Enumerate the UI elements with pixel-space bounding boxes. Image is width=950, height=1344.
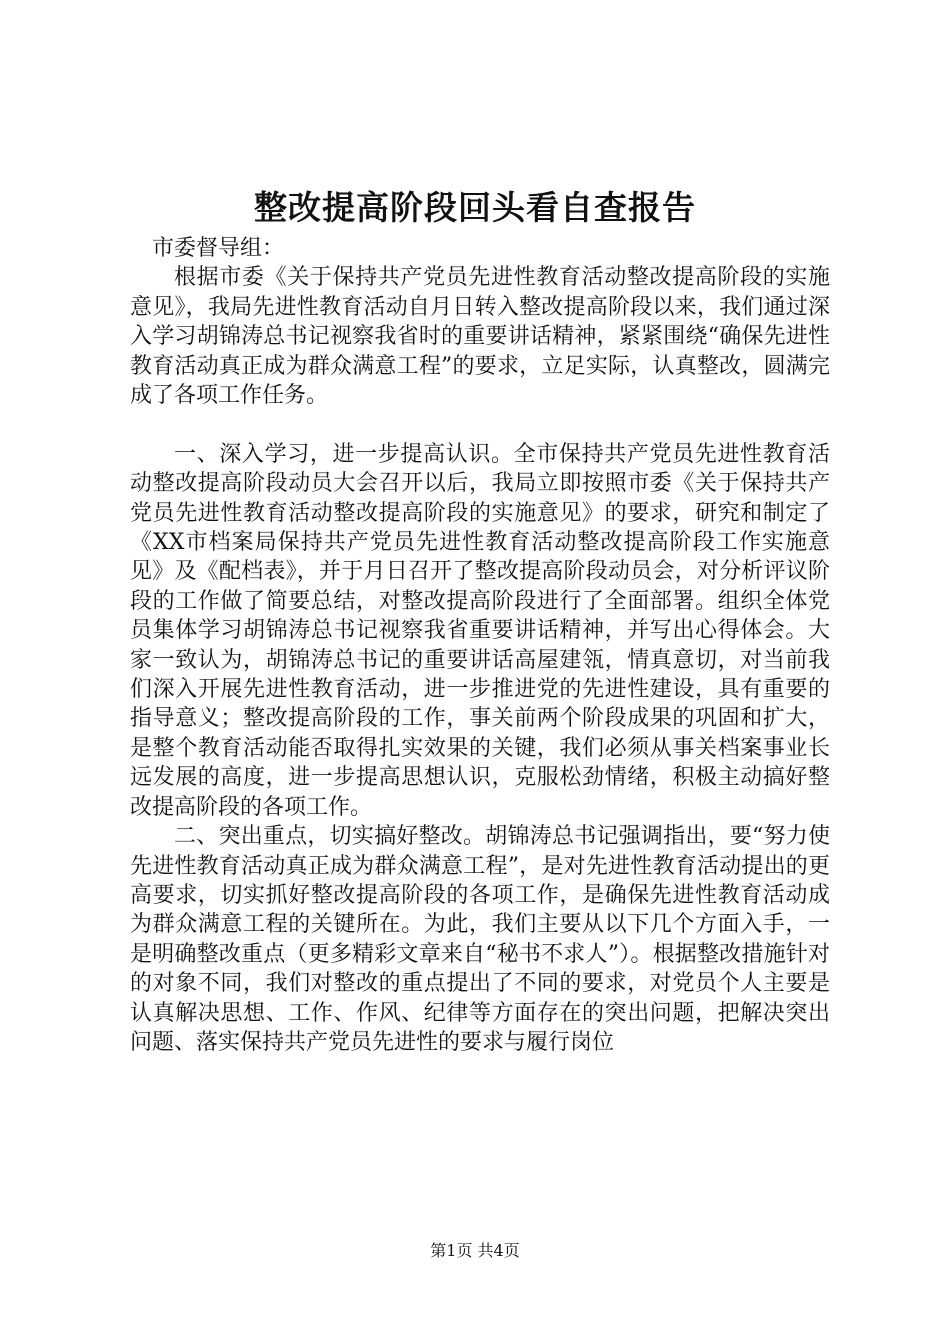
document-title: 整改提高阶段回头看自查报告 [254, 188, 696, 227]
paragraph-section-2: 二、突出重点，切实搞好整改。胡锦涛总书记强调指出，要“努力使先进性教育活动真正成为群众满意工程”，是对先进性教育活动提出的更高要求，切实抓好整改提高阶段的各项工作，是确保先进性教育活动成为群众满意工程的关键所在。为此，我们主要从以下几个方面入手，一是明确整改重点（更多精彩文章来自“秘书不求人”）。根据整改措施针对的对象不同，我们对整改的重点提出了不同的要求，对党员个人主要是认真解决思想、工作、作风、纪律等方面存在的突出问题，把解决突出问题、落实保持共产党员先进性的要求与履行岗位 [130, 824, 830, 1055]
page-number-footer: 第1页 共4页 [430, 1241, 520, 1260]
paragraph-section-1: 一、深入学习，进一步提高认识。全市保持共产党员先进性教育活动整改提高阶段动员大会召开以后，我局立即按照市委《关于保持共产党员先进性教育活动整改提高阶段的实施意见》的要求，研究和制定了《XX市档案局保持共产党员先进性教育活动整改提高阶段工作实施意见》及《配档表》，并于月日召开了整改提高阶段动员会，对分析评议阶段的工作做了简要总结，对整改提高阶段进行了全面部署。组织全体党员集体学习胡锦涛总书记视察我省重要讲话精神，并写出心得体会。大家一致认为，胡锦涛总书记的重要讲话高屋建瓴，情真意切，对当前我们深入开展先进性教育活动，进一步推进党的先进性建设，具有重要的指导意义；整改提高阶段的工作，事关前两个阶段成果的巩固和扩大，是整个教育活动能否取得扎实效果的关键，我们必须从事关档案事业长远发展的高度，进一步提高思想认识，克服松劲情绪，积极主动搞好整改提高阶段的各项工作。 [130, 441, 830, 820]
document-body [130, 234, 830, 1057]
paragraph-intro: 根据市委《关于保持共产党员先进性教育活动整改提高阶段的实施意见》，我局先进性教育活动自月日转入整改提高阶段以来，我们通过深入学习胡锦涛总书记视察我省时的重要讲话精神，紧紧围绕“确保先进性教育活动真正成为群众满意工程”的要求，立足实际，认真整改，圆满完成了各项工作任务。 [130, 265, 830, 409]
salutation: 市委督导组： [152, 236, 285, 261]
